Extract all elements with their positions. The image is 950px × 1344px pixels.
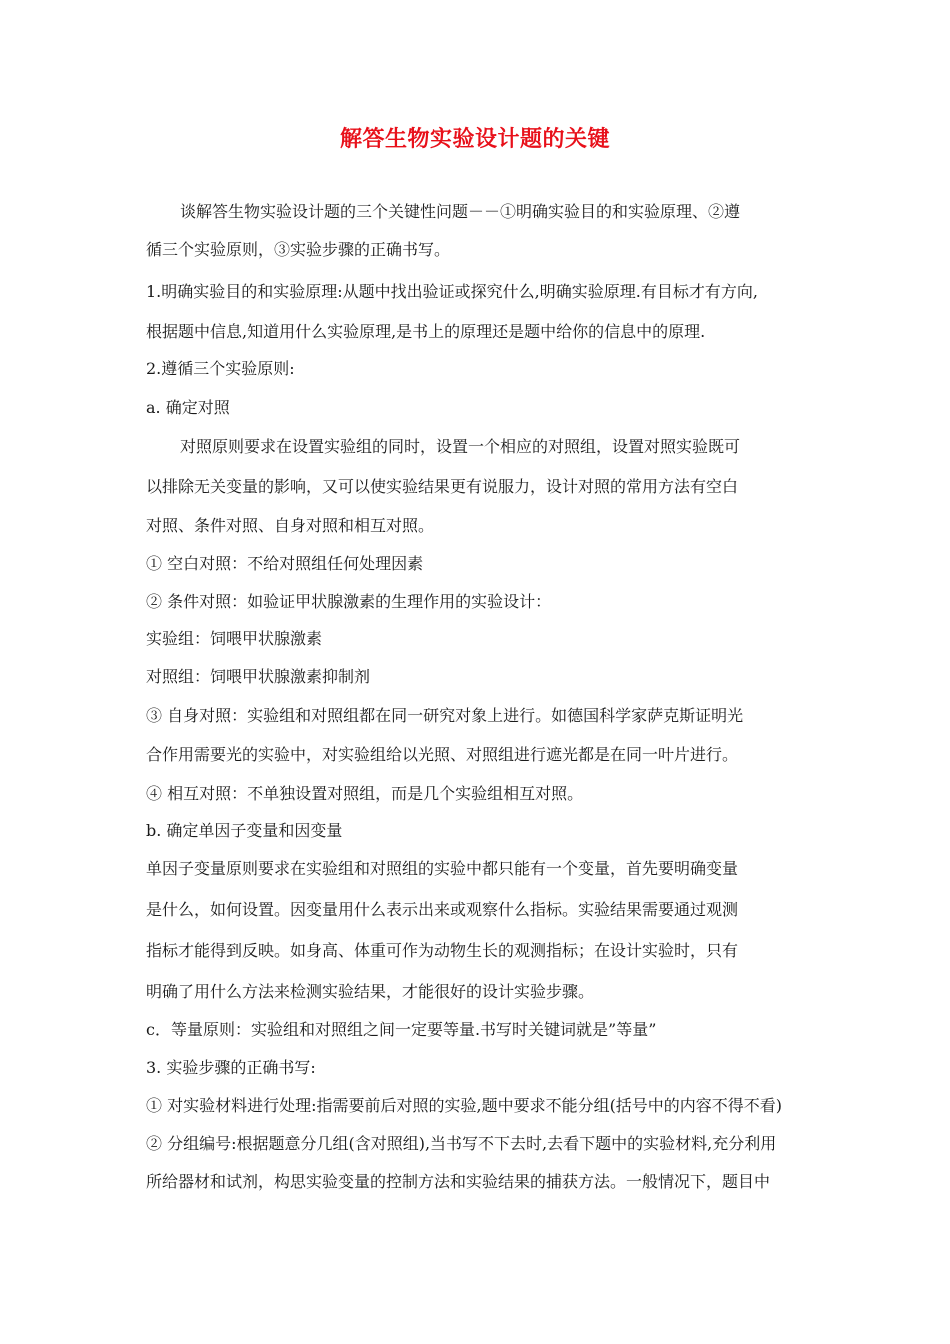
document-title: 解答生物实验设计题的关键 — [339, 126, 610, 152]
paragraph-line: 指标才能得到反映。如身高、体重可作为动物生长的观测指标；在设计实验时，只有 — [146, 941, 739, 960]
subsection-heading: a. 确定对照 — [146, 398, 230, 417]
list-item: ② 条件对照：如验证甲状腺激素的生理作用的实验设计： — [146, 592, 552, 611]
subsection-heading: b. 确定单因子变量和因变量 — [146, 821, 343, 840]
paragraph-line: 循三个实验原则，③实验步骤的正确书写。 — [146, 240, 451, 259]
list-item: ① 对实验材料进行处理:指需要前后对照的实验,题中要求不能分组(括号中的内容不得不看) — [146, 1096, 783, 1115]
paragraph-line: 单因子变量原则要求在实验组和对照组的实验中都只能有一个变量，首先要明确变量 — [146, 859, 739, 878]
list-item: ③ 自身对照：实验组和对照组都在同一研究对象上进行。如德国科学家萨克斯证明光 — [146, 706, 744, 725]
paragraph-line: 1.明确实验目的和实验原理:从题中找出验证或探究什么,明确实验原理.有目标才有方向, — [146, 282, 758, 301]
paragraph-line: 合作用需要光的实验中，对实验组给以光照、对照组进行遮光都是在同一叶片进行。 — [146, 745, 739, 764]
paragraph-line: c．等量原则：实验组和对照组之间一定要等量.书写时关键词就是”等量” — [146, 1020, 657, 1039]
paragraph-line: 谈解答生物实验设计题的三个关键性问题－－①明确实验目的和实验原理、②遵 — [180, 202, 741, 221]
list-item: ① 空白对照：不给对照组任何处理因素 — [146, 554, 424, 573]
paragraph-line: 是什么，如何设置。因变量用什么表示出来或观察什么指标。实验结果需要通过观测 — [146, 900, 739, 919]
paragraph-line: 对照组：饲喂甲状腺激素抑制剂 — [146, 667, 371, 686]
paragraph-line: 对照原则要求在设置实验组的同时，设置一个相应的对照组，设置对照实验既可 — [180, 437, 741, 456]
list-item: ② 分组编号:根据题意分几组(含对照组),当书写不下去时,去看下题中的实验材料,充分利用 — [146, 1134, 777, 1153]
paragraph-line: 明确了用什么方法来检测实验结果，才能很好的设计实验步骤。 — [146, 982, 595, 1001]
paragraph-line: 对照、条件对照、自身对照和相互对照。 — [146, 516, 435, 535]
section-heading: 2.遵循三个实验原则: — [146, 359, 295, 378]
paragraph-line: 以排除无关变量的影响，又可以使实验结果更有说服力，设计对照的常用方法有空白 — [146, 477, 739, 496]
section-heading: 3. 实验步骤的正确书写: — [146, 1058, 316, 1077]
paragraph-line: 实验组：饲喂甲状腺激素 — [146, 629, 323, 648]
paragraph-line: 根据题中信息,知道用什么实验原理,是书上的原理还是题中给你的信息中的原理. — [146, 322, 706, 341]
list-item: ④ 相互对照：不单独设置对照组，而是几个实验组相互对照。 — [146, 784, 584, 803]
paragraph-line: 所给器材和试剂，构思实验变量的控制方法和实验结果的捕获方法。一般情况下，题目中 — [146, 1172, 771, 1191]
